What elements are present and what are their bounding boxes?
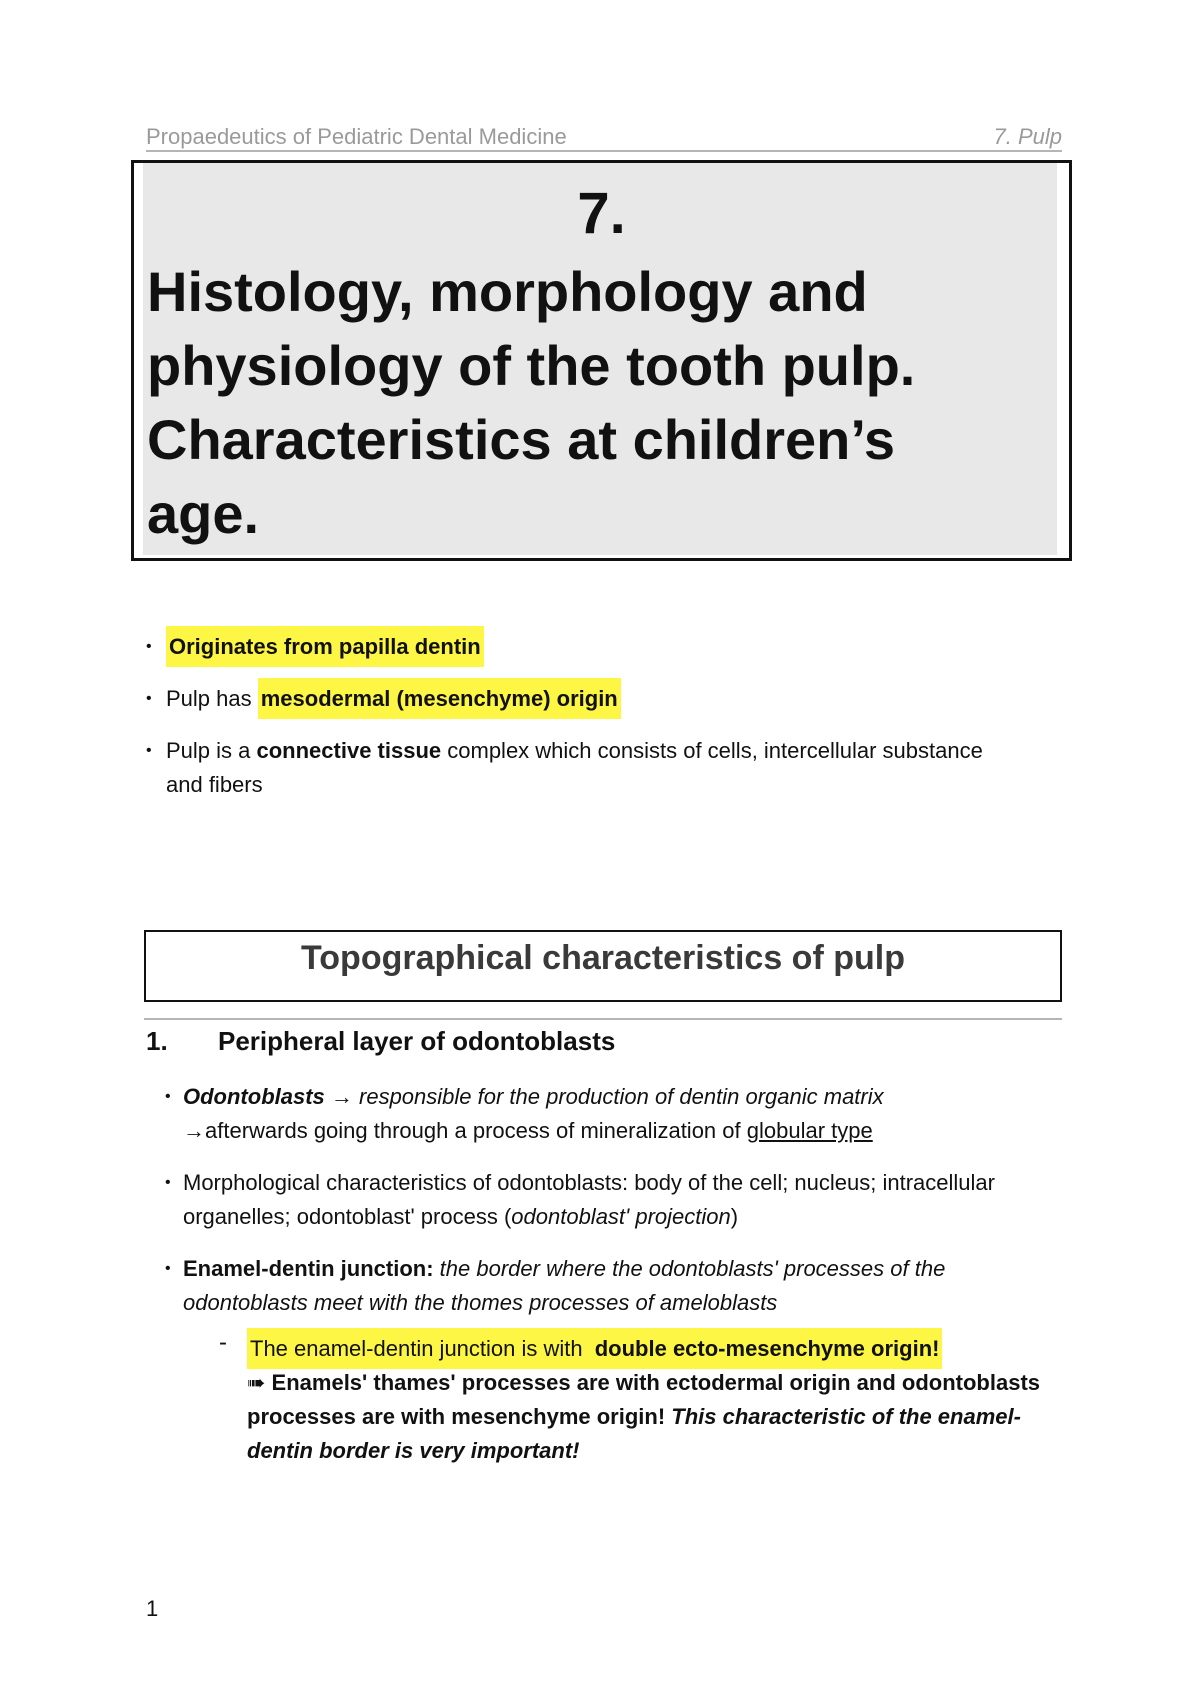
bullet-text: ) <box>730 1204 739 1229</box>
course-title: Propaedeutics of Pediatric Dental Medicine <box>146 124 567 149</box>
bold-text: ➠ Enamels' thames' processes are with ectodermal origin and odontoblasts processes are with mesenchyme origin! <box>247 1370 1040 1429</box>
divider <box>144 1018 1062 1020</box>
bullet-text: Pulp has <box>166 686 258 711</box>
underlined-text: globular type <box>746 1118 873 1143</box>
page-title: Histology, morphology and physiology of the tooth pulp. Characteristics at children’s age. <box>147 260 916 545</box>
bold-text: Enamel-dentin junction: <box>183 1256 434 1281</box>
list-item <box>165 1166 1063 1234</box>
highlighted-bold-text: double ecto-mesenchyme origin! <box>592 1328 943 1369</box>
list-item <box>165 1252 1063 1320</box>
bullet-text: Morphological characteristics of odontoblasts: body of the cell; nucleus; intracellular organelles; odontoblast' process ( <box>183 1170 995 1229</box>
section-heading-box <box>144 930 1062 1002</box>
title-number: 7. <box>577 181 626 246</box>
chapter-label: 7. Pulp <box>993 124 1062 149</box>
title-box <box>131 160 1072 561</box>
sub-list-item <box>219 1332 1047 1468</box>
list-item <box>146 734 986 802</box>
subsection-title: Peripheral layer of odontoblasts <box>218 1026 616 1056</box>
bullet-text: complex which consists of cells, intercellular substance and fibers <box>166 738 983 797</box>
bold-italic-text: This characteristic of the enamel-dentin border is very important! <box>247 1404 1021 1463</box>
bold-text: Odontoblasts <box>183 1084 325 1109</box>
italic-text: → responsible for the production of dentin organic matrix <box>324 1084 884 1109</box>
page-number: 1 <box>146 1596 159 1621</box>
highlighted-text: mesodermal (mesenchyme) origin <box>258 678 621 719</box>
page-header <box>146 124 1062 152</box>
highlighted-text: The enamel-dentin junction is with <box>247 1328 592 1369</box>
bullet-text: Pulp is a <box>166 738 257 763</box>
italic-text: odontoblast' projection <box>511 1204 731 1229</box>
list-item <box>165 1080 1063 1148</box>
subsection-number: 1. <box>146 1026 168 1056</box>
subsection-heading <box>146 1026 615 1057</box>
italic-text: the border where the odontoblasts' processes of the odontoblasts meet with the thomes processes of ameloblasts <box>183 1256 946 1315</box>
highlighted-text: Originates from papilla dentin <box>166 626 484 667</box>
list-item <box>146 630 484 664</box>
section-title: Topographical characteristics of pulp <box>301 939 905 977</box>
bullet-text: →afterwards going through a process of mineralization of <box>183 1118 747 1143</box>
list-item <box>146 682 621 716</box>
bold-text: connective tissue <box>256 738 442 763</box>
